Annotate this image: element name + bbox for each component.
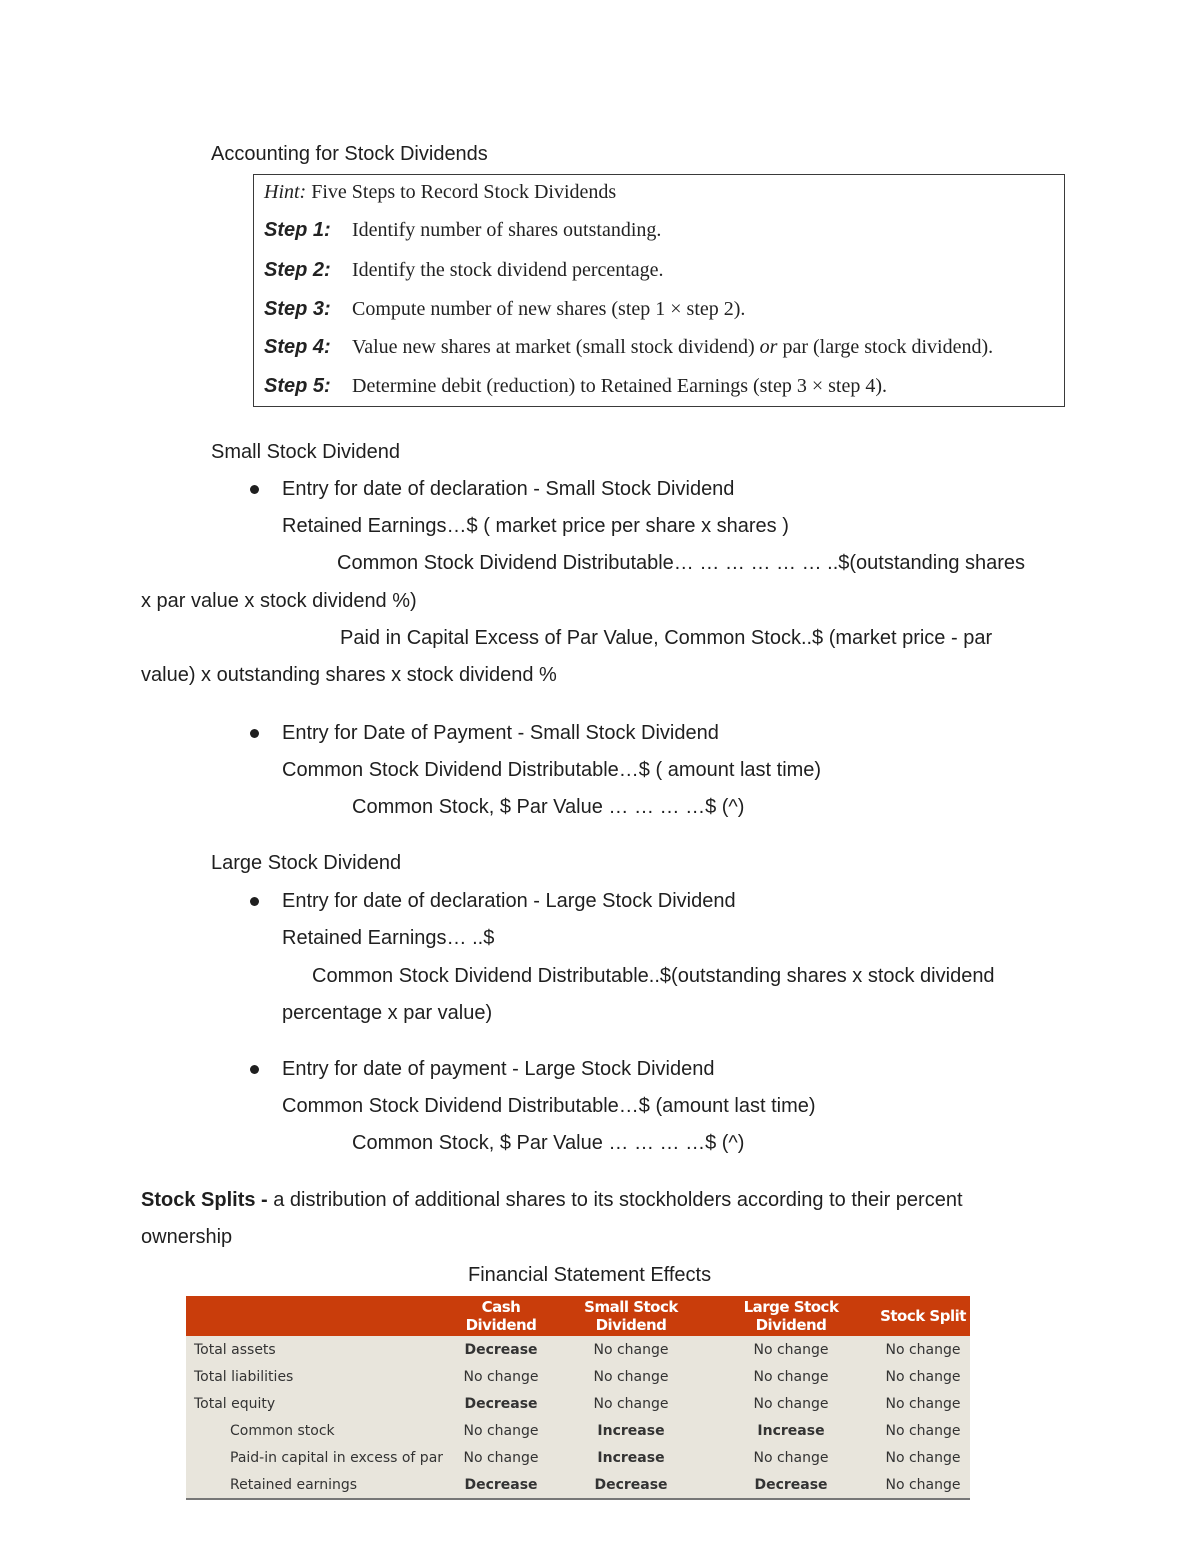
table-cell: No change bbox=[463, 1422, 539, 1439]
step-row bbox=[264, 259, 664, 282]
journal-line: Common Stock Dividend Distributable..$(outstanding shares x stock dividend bbox=[312, 965, 995, 987]
row-label: Paid-in capital in excess of par bbox=[230, 1449, 444, 1466]
row-label: Total equity bbox=[194, 1395, 276, 1412]
journal-line: Paid in Capital Excess of Par Value, Common Stock..$ (market price - par bbox=[340, 627, 993, 649]
entry-title: Entry for date of declaration - Small Stock Dividend bbox=[282, 478, 735, 500]
row-label: Total liabilities bbox=[194, 1368, 294, 1385]
table-cell: No change bbox=[876, 1471, 970, 1499]
table-row bbox=[186, 1417, 970, 1444]
row-label: Retained earnings bbox=[186, 1471, 446, 1499]
journal-line: Common Stock Dividend Distributable…$ ( amount last time) bbox=[282, 759, 822, 781]
table-cell: No change bbox=[593, 1395, 669, 1412]
step-label: Step 2: bbox=[264, 259, 331, 281]
column-header: Stock Split bbox=[876, 1296, 970, 1336]
journal-line-cont: percentage x par value) bbox=[282, 1002, 493, 1024]
table-cell: Decrease bbox=[446, 1471, 556, 1499]
hint-title-text: Five Steps to Record Stock Dividends bbox=[306, 181, 617, 203]
table-cell: No change bbox=[753, 1449, 829, 1466]
table-cell: No change bbox=[885, 1341, 961, 1358]
journal-line-cont: x par value x stock dividend %) bbox=[141, 590, 417, 612]
bullet-icon bbox=[250, 1065, 259, 1074]
step-row bbox=[264, 298, 745, 321]
table-caption: Financial Statement Effects bbox=[468, 1264, 712, 1286]
table-cell: No change bbox=[885, 1368, 961, 1385]
journal-line: Common Stock Dividend Distributable… … … … … … ..$(outstanding shares bbox=[337, 552, 1026, 574]
table-header-row bbox=[186, 1296, 970, 1336]
bullet-icon bbox=[250, 485, 259, 494]
stock-splits-definition bbox=[141, 1188, 963, 1212]
row-label: Total assets bbox=[194, 1341, 276, 1358]
table-cell: No change bbox=[885, 1449, 961, 1466]
bullet-icon bbox=[250, 897, 259, 906]
table-cell: No change bbox=[463, 1449, 539, 1466]
table-row bbox=[186, 1444, 970, 1471]
hint-label: Hint: bbox=[264, 181, 307, 203]
table-cell: Decrease bbox=[706, 1471, 876, 1499]
section-heading-large: Large Stock Dividend bbox=[211, 852, 402, 874]
step-row bbox=[264, 336, 993, 359]
journal-line: Common Stock, $ Par Value … … … …$ (^) bbox=[352, 1132, 745, 1154]
column-header: Large Stock Dividend bbox=[706, 1296, 876, 1336]
hint-title bbox=[264, 181, 616, 204]
step-text-part: Value new shares at market (small stock dividend) bbox=[352, 336, 760, 358]
table-cell: Increase bbox=[757, 1422, 825, 1439]
table-cell: Decrease bbox=[556, 1471, 706, 1499]
table-row bbox=[186, 1336, 970, 1363]
column-header bbox=[186, 1296, 446, 1336]
table-row bbox=[186, 1390, 970, 1417]
step-text-part: par (large stock dividend). bbox=[777, 336, 994, 358]
column-header: Cash Dividend bbox=[446, 1296, 556, 1336]
row-label: Common stock bbox=[230, 1422, 335, 1439]
entry-title: Entry for date of declaration - Large Stock Dividend bbox=[282, 890, 736, 912]
step-row bbox=[264, 219, 661, 242]
table-cell: No change bbox=[753, 1341, 829, 1358]
table-cell: Decrease bbox=[464, 1341, 538, 1358]
entry-title: Entry for date of payment - Large Stock Dividend bbox=[282, 1058, 715, 1080]
journal-line-cont: value) x outstanding shares x stock dividend % bbox=[141, 664, 557, 686]
table-row bbox=[186, 1471, 970, 1499]
stock-splits-text-cont: ownership bbox=[141, 1226, 233, 1248]
table-cell: No change bbox=[593, 1341, 669, 1358]
journal-line: Common Stock, $ Par Value … … … …$ (^) bbox=[352, 796, 745, 818]
journal-line: Retained Earnings…$ ( market price per share x shares ) bbox=[282, 515, 789, 537]
table-cell: No change bbox=[885, 1395, 961, 1412]
stock-splits-term: Stock Splits - bbox=[141, 1189, 274, 1211]
table-cell: Decrease bbox=[464, 1395, 538, 1412]
step-label: Step 1: bbox=[264, 219, 331, 241]
step-text: Identify the stock dividend percentage. bbox=[352, 259, 664, 281]
table-cell: No change bbox=[463, 1368, 539, 1385]
entry-title: Entry for Date of Payment - Small Stock Dividend bbox=[282, 722, 719, 744]
page-title: Accounting for Stock Dividends bbox=[211, 143, 488, 165]
journal-line: Common Stock Dividend Distributable…$ (amount last time) bbox=[282, 1095, 816, 1117]
table-cell: No change bbox=[885, 1422, 961, 1439]
step-text: Compute number of new shares (step 1 × step 2). bbox=[352, 298, 746, 320]
financial-effects-table bbox=[186, 1296, 970, 1500]
step-label: Step 3: bbox=[264, 298, 331, 320]
table-cell: No change bbox=[753, 1368, 829, 1385]
step-label: Step 5: bbox=[264, 375, 331, 397]
step-text-or: or bbox=[759, 336, 778, 358]
table-cell: No change bbox=[593, 1368, 669, 1385]
column-header: Small Stock Dividend bbox=[556, 1296, 706, 1336]
journal-line: Retained Earnings… ..$ bbox=[282, 927, 495, 949]
table-cell: Increase bbox=[597, 1422, 665, 1439]
table-cell: Increase bbox=[597, 1449, 665, 1466]
section-heading-small: Small Stock Dividend bbox=[211, 441, 400, 463]
table-cell: No change bbox=[753, 1395, 829, 1412]
step-label: Step 4: bbox=[264, 336, 331, 358]
step-text: Identify number of shares outstanding. bbox=[352, 219, 662, 241]
step-row bbox=[264, 375, 887, 398]
table-row bbox=[186, 1363, 970, 1390]
step-text: Determine debit (reduction) to Retained Earnings (step 3 × step 4). bbox=[352, 375, 888, 397]
stock-splits-text: a distribution of additional shares to its stockholders according to their percent bbox=[273, 1189, 963, 1211]
step-text bbox=[352, 336, 993, 358]
hint-box bbox=[253, 174, 1065, 407]
bullet-icon bbox=[250, 729, 259, 738]
